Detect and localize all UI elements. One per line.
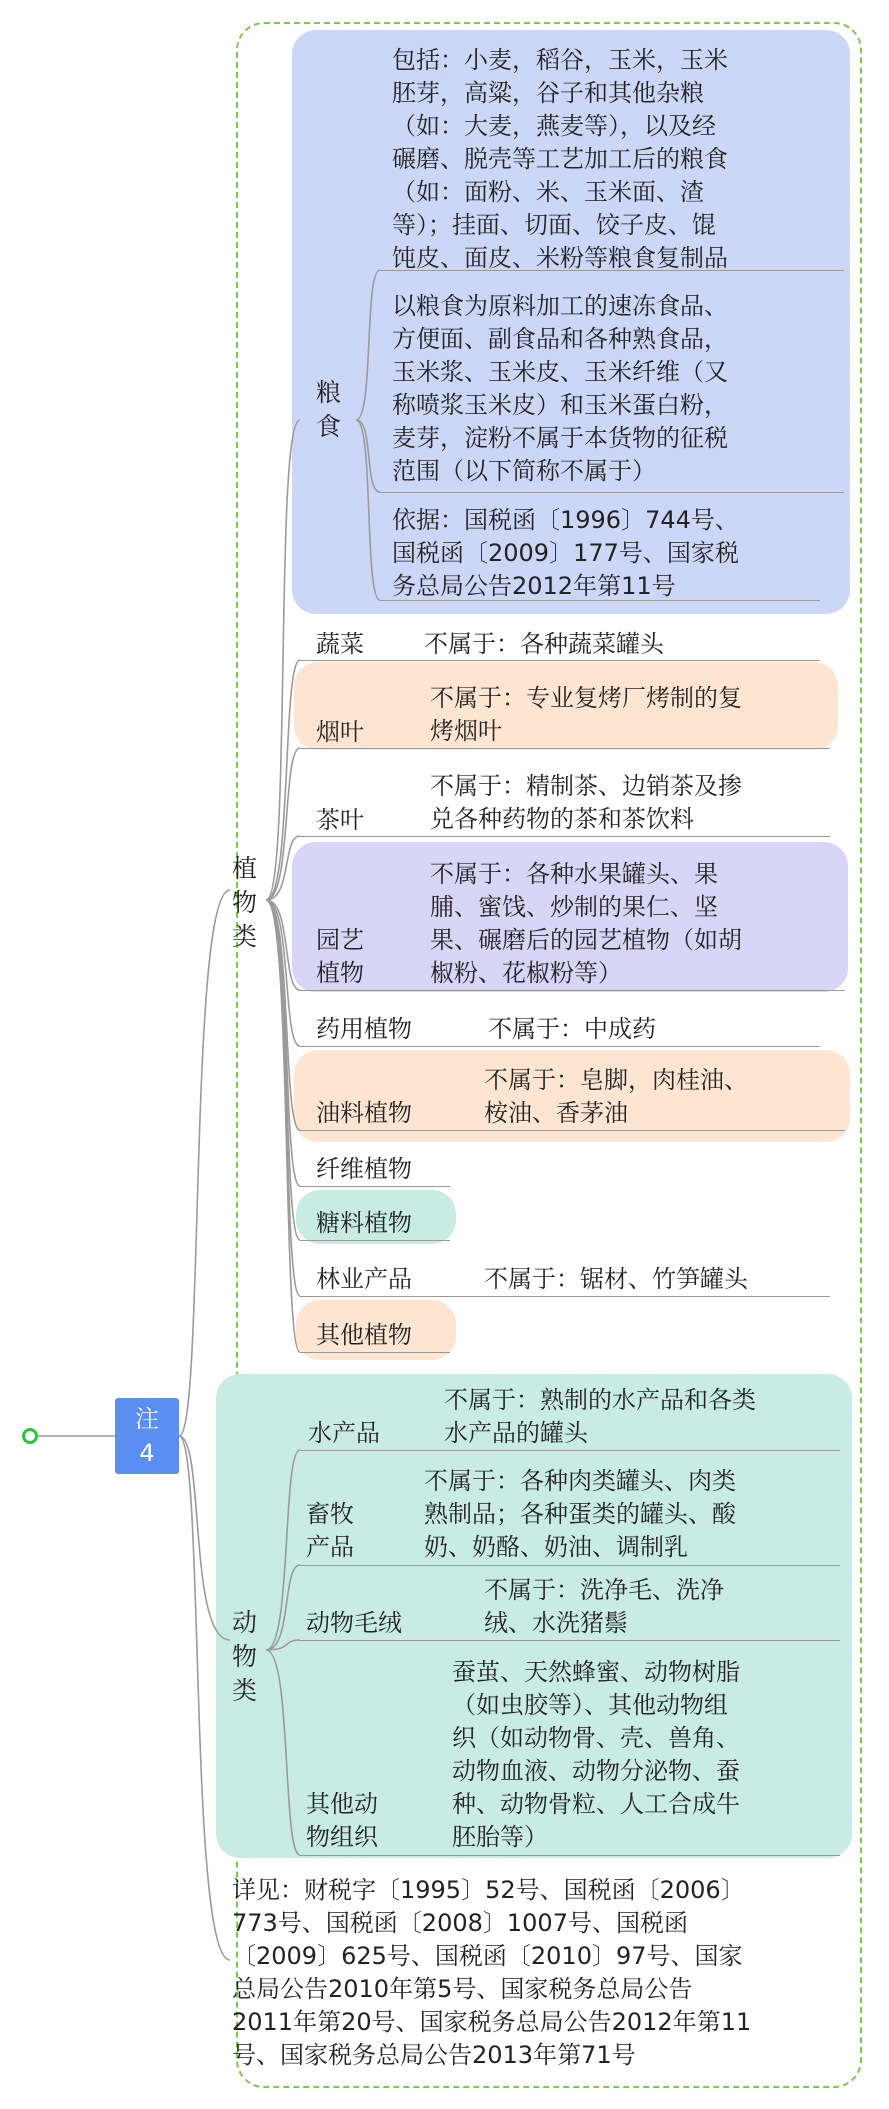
animal-hair-note-1: 绒、水洗猪鬃: [484, 1609, 628, 1637]
references-line-4: 2011年第20号、国家税务总局公告2012年第11: [232, 2008, 752, 2036]
other-animal-note-3: 动物血液、动物分泌物、蚕: [452, 1757, 740, 1785]
medicinal-note: 不属于：中成药: [488, 1015, 656, 1043]
animal-hair-note-0: 不属于：洗净毛、洗净: [484, 1576, 724, 1604]
root-node[interactable]: [115, 1398, 179, 1474]
other-animal-note-0: 蚕茧、天然蜂蜜、动物树脂: [452, 1658, 740, 1686]
horticulture-note-2: 果、碾磨后的园艺植物（如胡: [430, 926, 742, 954]
other-animal-node-0[interactable]: 其他动: [306, 1790, 378, 1818]
horticulture-note-3: 椒粉、花椒粉等）: [430, 959, 622, 987]
horticulture-node-1[interactable]: 植物: [316, 959, 364, 987]
aquatic-note-0: 不属于：熟制的水产品和各类: [444, 1386, 756, 1414]
other-animal-node-1[interactable]: 物组织: [306, 1823, 378, 1851]
horticulture-note-1: 脯、蜜饯、炒制的果仁、坚: [430, 893, 718, 921]
tea-note-1: 兑各种药物的茶和茶饮料: [430, 805, 694, 833]
livestock-note-1: 熟制品；各种蛋类的罐头、酸: [424, 1500, 736, 1528]
grain-node[interactable]: 粮食: [316, 378, 342, 441]
grain-exclude-2: 玉米浆、玉米皮、玉米纤维（又: [392, 358, 728, 386]
grain-include-1: 胚芽，高粱，谷子和其他杂粮: [392, 79, 704, 107]
vegetable-node[interactable]: 蔬菜: [316, 630, 364, 658]
sugar-plants-node[interactable]: 糖料植物: [316, 1209, 412, 1237]
references-line-5: 号、国家税务总局公告2013年第71号: [232, 2041, 636, 2069]
grain-include-2: （如：大麦，燕麦等），以及经: [392, 112, 716, 140]
oil-plants-note-1: 桉油、香茅油: [484, 1099, 628, 1127]
grain-include-0: 包括：小麦，稻谷，玉米，玉米: [392, 46, 728, 74]
forestry-note: 不属于：锯材、竹笋罐头: [484, 1265, 748, 1293]
grain-include-6: 饨皮、面皮、米粉等粮食复制品: [392, 244, 728, 272]
horticulture-node-0[interactable]: 园艺: [316, 926, 364, 954]
grain-exclude-4: 麦芽，淀粉不属于本货物的征税: [392, 424, 728, 452]
horticulture-note-0: 不属于：各种水果罐头、果: [430, 860, 718, 888]
other-animal-note-2: 织（如动物骨、壳、兽角、: [452, 1724, 740, 1752]
root-number: 4: [139, 1439, 155, 1467]
livestock-node-1[interactable]: 产品: [306, 1533, 354, 1561]
livestock-note-2: 奶、奶酪、奶油、调制乳: [424, 1533, 688, 1561]
tea-note-0: 不属于：精制茶、边销茶及掺: [430, 772, 742, 800]
grain-exclude-5: 范围（以下简称不属于）: [392, 457, 656, 485]
livestock-note-0: 不属于：各种肉类罐头、肉类: [424, 1467, 736, 1495]
tobacco-note-1: 烤烟叶: [430, 717, 502, 745]
grain-basis-0: 依据：国税函〔1996〕744号、: [392, 506, 739, 534]
grain-exclude-1: 方便面、副食品和各种熟食品，: [392, 325, 728, 353]
tobacco-node[interactable]: 烟叶: [316, 718, 364, 746]
other-animal-note-1: （如虫胶等）、其他动物组: [452, 1691, 728, 1719]
grain-basis-2: 务总局公告2012年第11号: [392, 572, 676, 600]
aquatic-note-1: 水产品的罐头: [444, 1419, 588, 1447]
other-plants-node[interactable]: 其他植物: [316, 1321, 412, 1349]
grain-include-3: 碾磨、脱壳等工艺加工后的粮食: [392, 145, 728, 173]
other-animal-note-4: 种、动物骨粒、人工合成牛: [452, 1790, 740, 1818]
references-line-2: 〔2009〕625号、国税函〔2010〕97号、国家: [232, 1942, 743, 1970]
references-line-3: 总局公告2010年第5号、国家税务总局公告: [232, 1975, 693, 2003]
grain-basis-1: 国税函〔2009〕177号、国家税: [392, 539, 739, 567]
forestry-node[interactable]: 林业产品: [316, 1265, 412, 1293]
livestock-node-0[interactable]: 畜牧: [306, 1500, 354, 1528]
references-line-1: 773号、国税函〔2008〕1007号、国税函: [232, 1909, 688, 1937]
animal-hair-node[interactable]: 动物毛绒: [306, 1609, 402, 1637]
grain-exclude-0: 以粮食为原料加工的速冻食品、: [392, 292, 728, 320]
tea-node[interactable]: 茶叶: [316, 806, 364, 834]
grain-exclude-3: 称喷浆玉米皮）和玉米蛋白粉，: [392, 391, 728, 419]
root-collapse-handle[interactable]: [22, 1428, 38, 1444]
grain-include-4: （如：面粉、米、玉米面、渣: [392, 178, 704, 206]
grain-include-5: 等）；挂面、切面、饺子皮、馄: [392, 211, 716, 239]
animal-category[interactable]: 动物类: [232, 1608, 258, 1705]
aquatic-node[interactable]: 水产品: [308, 1419, 380, 1447]
fiber-plants-node[interactable]: 纤维植物: [316, 1155, 412, 1183]
plant-category[interactable]: 植物类: [232, 854, 258, 951]
tobacco-note-0: 不属于：专业复烤厂烤制的复: [430, 684, 742, 712]
vegetable-note: 不属于：各种蔬菜罐头: [424, 630, 664, 658]
other-animal-note-5: 胚胎等）: [452, 1823, 548, 1851]
oil-plants-node[interactable]: 油料植物: [316, 1099, 412, 1127]
oil-plants-note-0: 不属于：皂脚，肉桂油、: [484, 1066, 748, 1094]
medicinal-node[interactable]: 药用植物: [316, 1015, 412, 1043]
references-line-0: 详见：财税字〔1995〕52号、国税函〔2006〕: [232, 1876, 745, 1904]
root-label: 注: [135, 1405, 159, 1433]
